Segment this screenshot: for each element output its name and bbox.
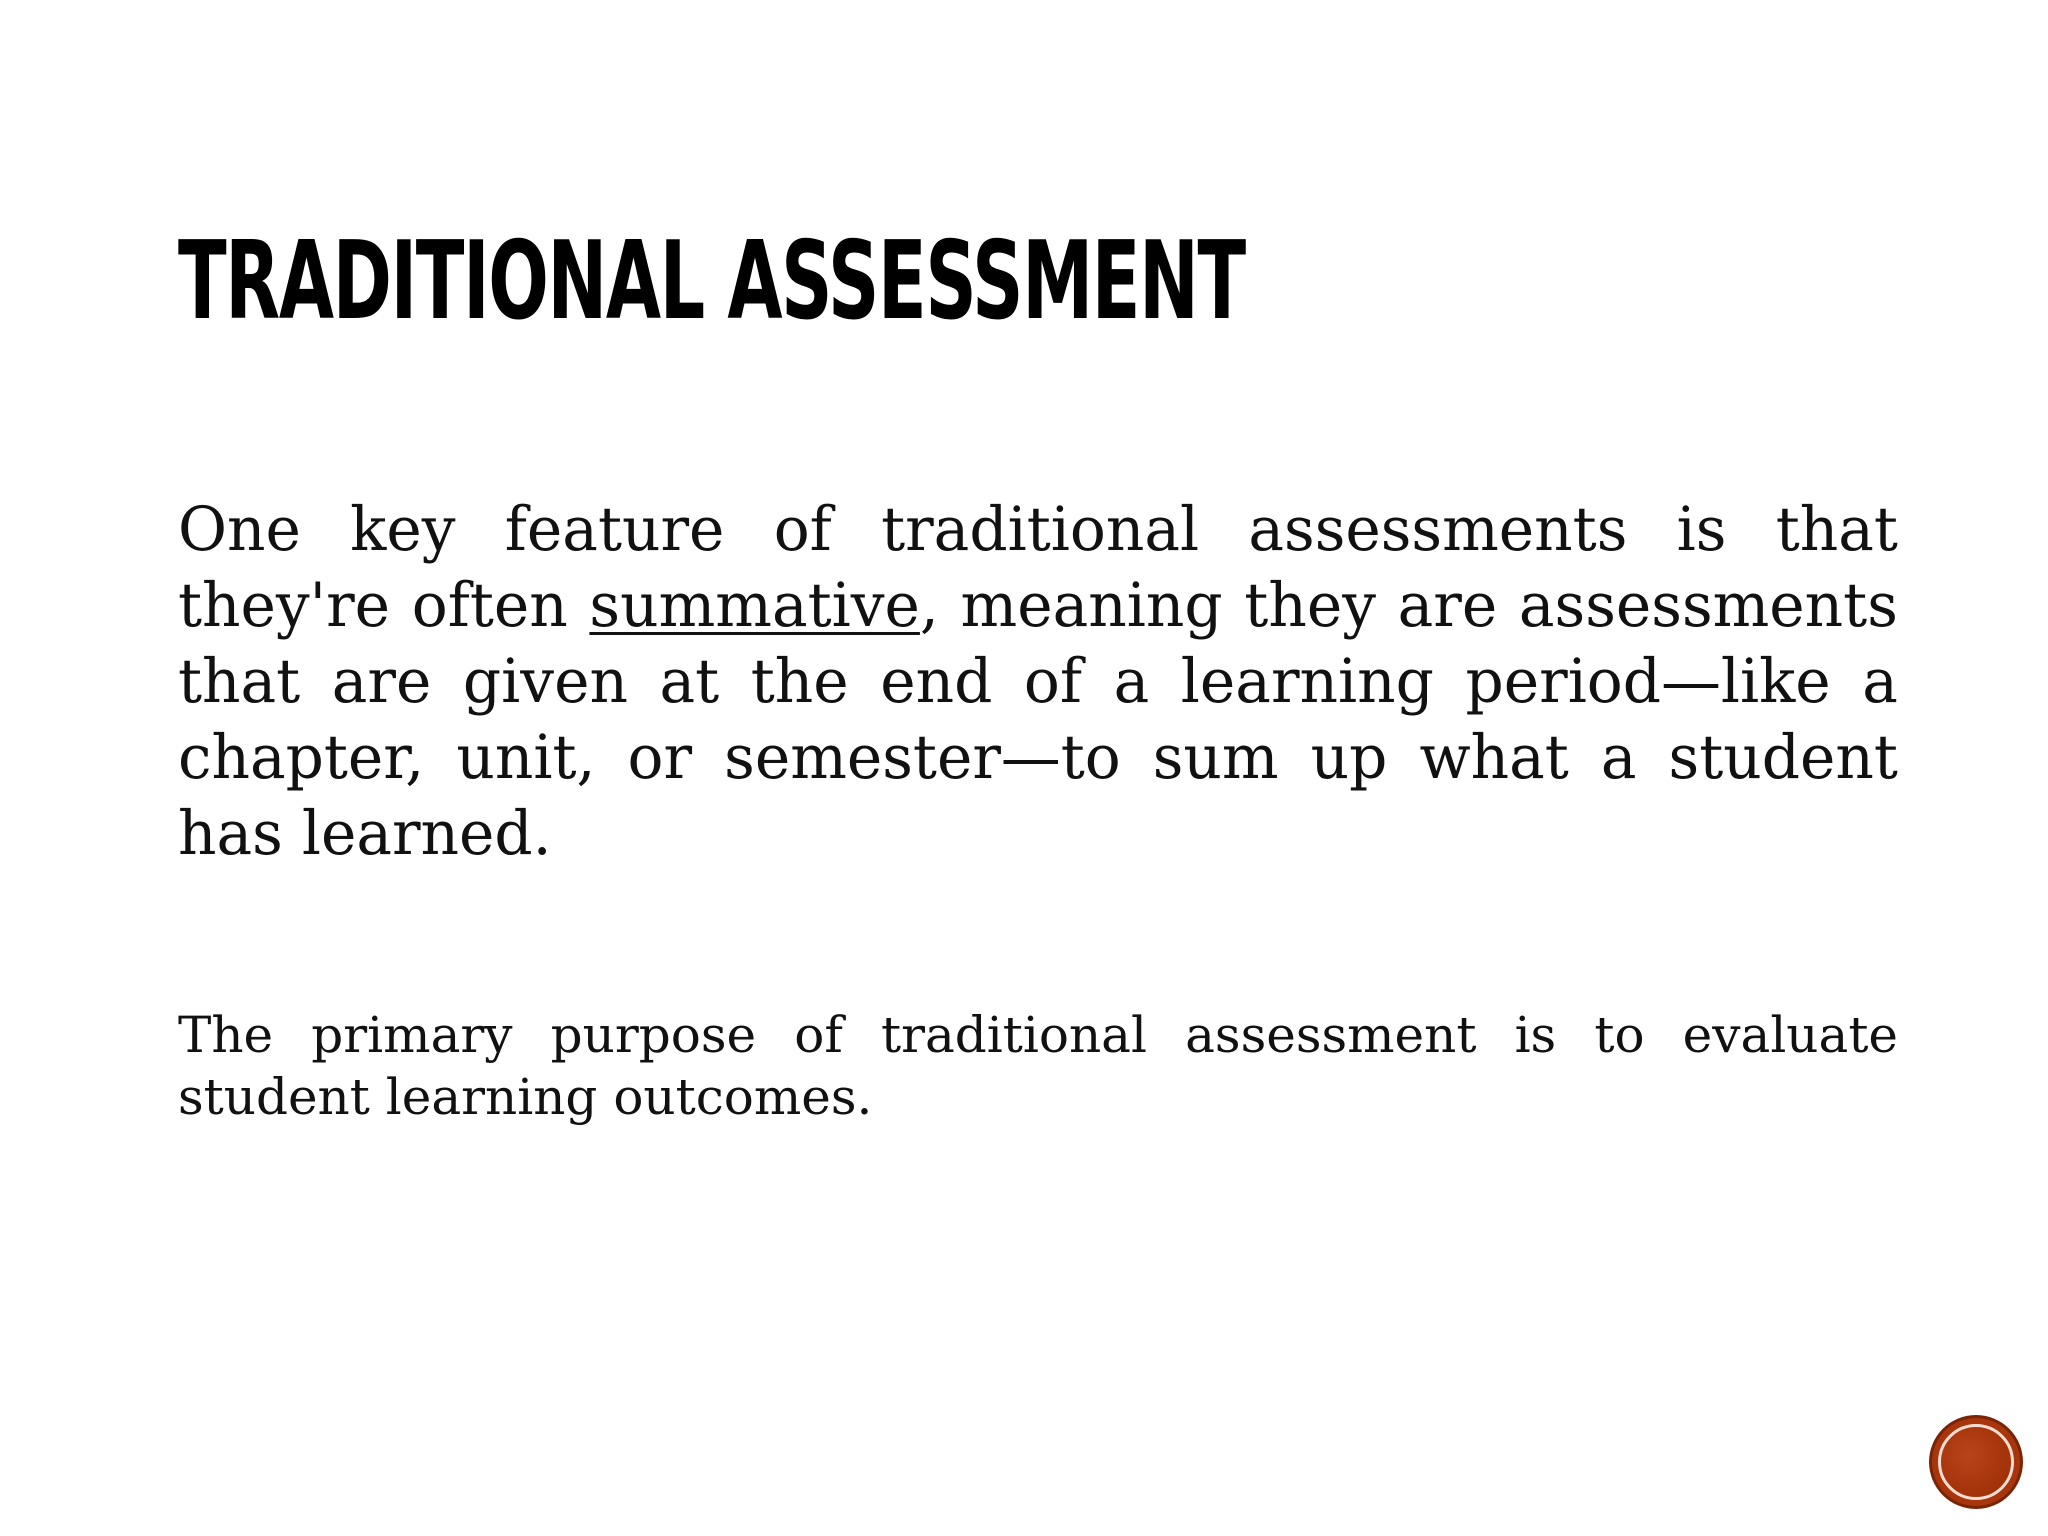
main-paragraph xyxy=(178,492,1898,872)
badge-ring xyxy=(1938,1424,2014,1500)
slide-badge-icon xyxy=(1932,1418,2020,1506)
summative-link[interactable]: summative xyxy=(589,570,920,641)
main-paragraph-text-start: One key feature of traditional assessments is that they're often xyxy=(178,494,1898,641)
secondary-paragraph: The primary purpose of traditional assessment is to evaluate student learning outcomes. xyxy=(178,1006,1898,1126)
slide-content xyxy=(178,492,1898,1126)
slide-title: TRADITIONAL ASSESSMENT xyxy=(178,219,1245,344)
main-paragraph-text-end: , meaning they are assessments that are given at the end of a learning period—like a chapter, unit, or semester—to sum up what a student has learned. xyxy=(178,570,1898,869)
